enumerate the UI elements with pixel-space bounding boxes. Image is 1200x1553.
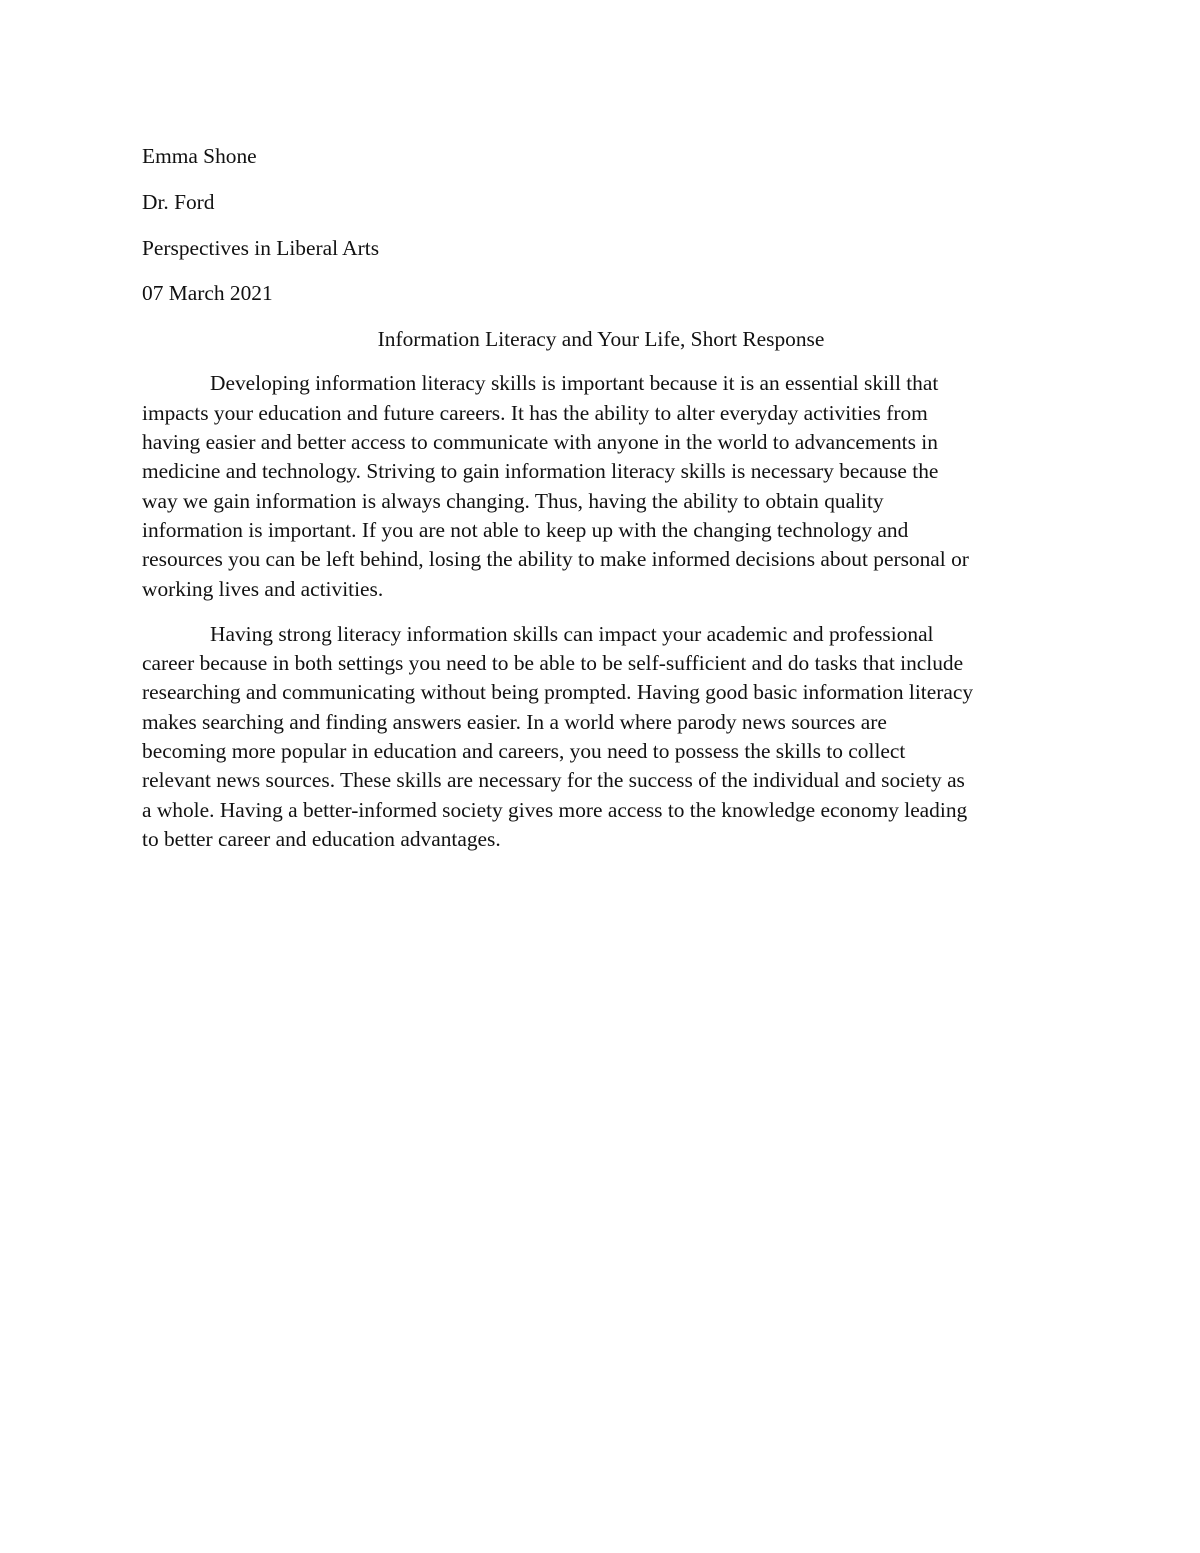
paragraph-line: to better career and education advantages.: [142, 826, 501, 851]
paragraph-line: impacts your education and future careers. It has the ability to alter everyday activities from: [142, 400, 928, 425]
student-name: Emma Shone: [142, 144, 257, 168]
paragraph-line: information is important. If you are not able to keep up with the changing technology and: [142, 517, 909, 542]
instructor-name: Dr. Ford: [142, 189, 215, 214]
paragraph-line: resources you can be left behind, losing the ability to make informed decisions about personal or: [142, 547, 969, 572]
paragraph-1: [142, 369, 1060, 603]
paragraph-2: [142, 620, 1060, 854]
document-body: [142, 142, 1060, 870]
paragraph-line: way we gain information is always changing. Thus, having the ability to obtain quality: [142, 488, 884, 513]
paragraph-line: researching and communicating without being prompted. Having good basic information literacy: [142, 680, 974, 705]
paragraph-line: having easier and better access to communicate with anyone in the world to advancements in: [142, 430, 938, 455]
paragraph-line: a whole. Having a better-informed society gives more access to the knowledge economy leading: [142, 797, 968, 822]
paragraph-line: medicine and technology. Striving to gain information literacy skills is necessary because the: [142, 459, 939, 484]
paragraph-line: working lives and activities.: [142, 576, 384, 601]
submission-date: 07 March 2021: [142, 281, 273, 306]
paragraph-line: Having strong literacy information skills can impact your academic and professional: [210, 621, 934, 646]
paragraph-line: Developing information literacy skills is important because it is an essential skill that: [210, 371, 939, 396]
document-title: Information Literacy and Your Life, Short Response: [377, 327, 825, 352]
paragraph-line: relevant news sources. These skills are necessary for the success of the individual and society as: [142, 768, 965, 793]
paragraph-line: career because in both settings you need to be able to be self-sufficient and do tasks that include: [142, 651, 964, 676]
paragraph-line: becoming more popular in education and careers, you need to possess the skills to collect: [142, 739, 906, 764]
paragraph-line: makes searching and finding answers easier. In a world where parody news sources are: [142, 709, 887, 734]
course-name: Perspectives in Liberal Arts: [142, 235, 380, 260]
